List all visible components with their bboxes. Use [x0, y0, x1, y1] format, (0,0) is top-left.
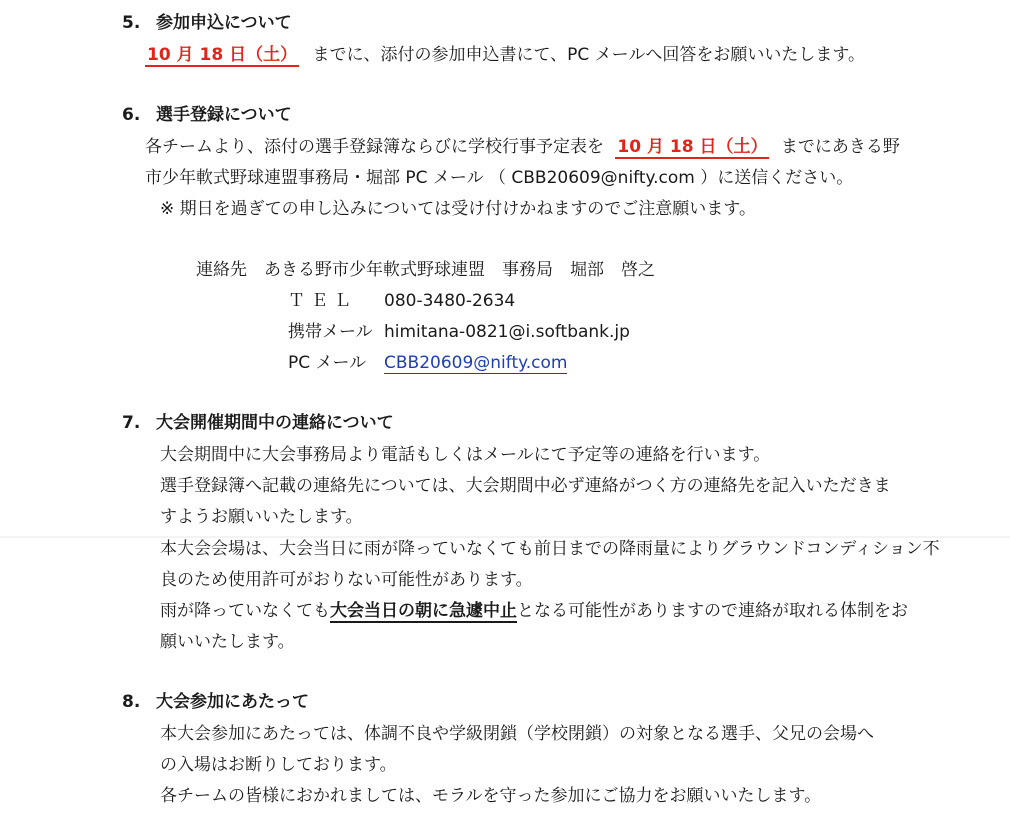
contact-tel: 080-3480-2634: [384, 291, 516, 311]
contact-mobile: himitana-0821@i.softbank.jp: [384, 322, 630, 342]
section-7-line-4: 本大会会場は、大会当日に雨が降っていなくても前日までの降雨量によりグラウンドコンディション不: [160, 539, 940, 559]
section-7-line-3: すようお願いいたします。: [160, 507, 363, 527]
contact-mobile-label: 携帯メール: [288, 322, 373, 342]
section-7-title: 大会開催期間中の連絡について: [156, 413, 394, 433]
section-6-heading: [122, 104, 292, 126]
section-6-line-2: 市少年軟式野球連盟事務局・堀部 PC メール （ CBB20609@nifty.com ）に送信ください。: [145, 168, 854, 188]
section-7-line-2: 選手登録簿へ記載の連絡先については、大会期間中必ず連絡がつく方の連絡先を記入いただきま: [160, 476, 891, 496]
section-7-line-5: 良のため使用許可がおりない可能性があります。: [160, 570, 533, 590]
section-6-title: 選手登録について: [156, 105, 292, 125]
contact-pc-label: PC メール: [288, 353, 367, 373]
section-7-text-a: 雨が降っていなくても: [160, 601, 330, 621]
section-5-text: までに、添付の参加申込書にて、PC メールへ回答をお願いいたします。: [312, 45, 865, 65]
section-7-number: 7.: [122, 413, 141, 433]
emphasis-text: 大会当日の朝に急遽中止: [330, 601, 517, 621]
contact-mobile-row: [288, 321, 630, 343]
section-7-text-c: となる可能性がありますので連絡が取れる体制をお: [517, 601, 908, 621]
section-8-number: 8.: [122, 692, 141, 712]
section-7-line-6: [160, 600, 908, 622]
contact-head: 連絡先 あきる野市少年軟式野球連盟 事務局 堀部 啓之: [196, 260, 655, 280]
section-6-text-b: までにあきる野: [780, 137, 900, 157]
section-6-text-a: 各チームより、添付の選手登録簿ならびに学校行事予定表を: [145, 137, 604, 157]
section-5-line-1: [145, 44, 865, 67]
section-6-line-1: [145, 136, 900, 159]
contact-pc-email-link[interactable]: CBB20609@nifty.com: [384, 353, 568, 373]
section-8-line-1: 本大会参加にあたっては、体調不良や学級閉鎖（学校閉鎖）の対象となる選手、父兄の会場へ: [160, 724, 874, 744]
section-7-heading: [122, 412, 394, 434]
contact-tel-label: ＴＥＬ: [288, 291, 357, 311]
contact-tel-row: [288, 290, 515, 312]
deadline-date: 10 月 18 日（土）: [617, 137, 768, 157]
section-5-number: 5.: [122, 13, 141, 33]
section-8-line-2: の入場はお断りしております。: [160, 755, 397, 775]
section-8-heading: [122, 691, 309, 713]
section-8-line-3: 各チームの皆様におかれましては、モラルを守った参加にご協力をお願いいたします。: [160, 786, 822, 806]
contact-pc-row: [288, 352, 567, 374]
section-6-note: ※ 期日を過ぎての申し込みについては受け付けかねますのでご注意願います。: [160, 199, 756, 219]
section-5-title: 参加申込について: [156, 13, 292, 33]
section-8-title: 大会参加にあたって: [156, 692, 309, 712]
section-7-line-7: 願いいたします。: [160, 632, 295, 652]
section-6-number: 6.: [122, 105, 141, 125]
section-7-line-1: 大会期間中に大会事務局より電話もしくはメールにて予定等の連絡を行います。: [160, 445, 771, 465]
section-5-heading: [122, 12, 292, 34]
deadline-date: 10 月 18 日（土）: [147, 45, 298, 65]
